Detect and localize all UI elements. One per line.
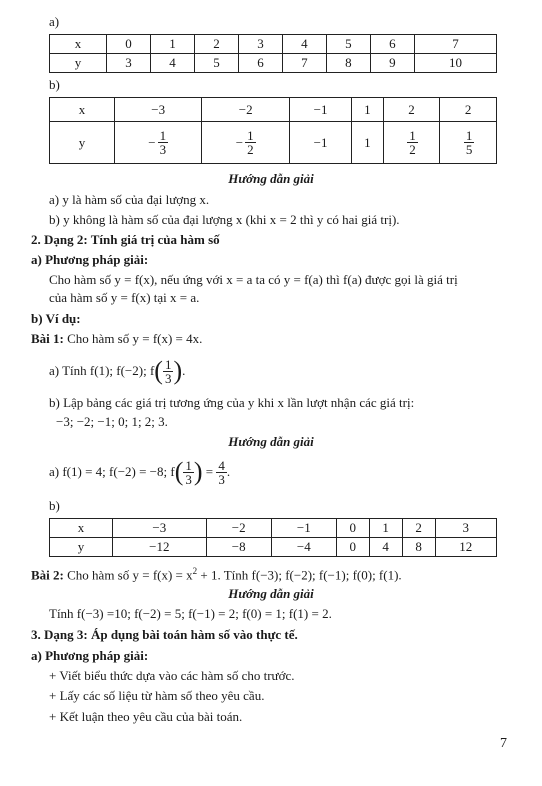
section-3-heading: 3. Dạng 3: Áp dụng bài toán hàm số vào thực tế.: [31, 627, 298, 642]
table-cell: −8: [206, 538, 271, 557]
fraction-four-thirds: [216, 459, 227, 486]
frac-num: 1: [465, 128, 473, 143]
bai-1-a-suffix: .: [182, 363, 186, 378]
table-cell: 2: [402, 519, 435, 538]
table-cell: 0: [107, 35, 151, 54]
answer-a: a) y là hàm số của đại lượng x.: [49, 192, 210, 207]
fraction-one-third: [183, 459, 194, 486]
table-cell: 10: [414, 54, 496, 73]
equals-sign: =: [202, 464, 217, 479]
frac-den: 2: [409, 142, 416, 157]
table-cell: 1: [150, 35, 194, 54]
table-cell: 8: [326, 54, 370, 73]
bai-2-text-pre: Cho hàm số y = f(x) = x: [63, 567, 193, 583]
table-cell: 7: [414, 35, 496, 54]
frac-num: 1: [247, 128, 254, 143]
table-cell: −2: [202, 98, 289, 122]
row-header: y: [50, 54, 107, 73]
bai-2-label: Bài 2:: [31, 567, 64, 583]
frac-den: 5: [465, 142, 473, 157]
frac-num: 1: [164, 356, 172, 372]
table-cell: 4: [282, 35, 326, 54]
table-cell: 4: [369, 538, 402, 557]
table-cell: 12: [435, 538, 496, 557]
table-a-x-row: [50, 35, 497, 54]
row-header: y: [50, 122, 115, 164]
step-3: + Kết luận theo yêu cầu của bài toán.: [49, 709, 243, 724]
table-cell: 2: [383, 98, 440, 122]
table-cell: 9: [370, 54, 414, 73]
sign: −: [148, 134, 156, 150]
row-header: x: [50, 519, 113, 538]
method-line-1: Cho hàm số y = f(x), nếu ứng với x = a ta có y = f(a) thì f(a) được gọi là giá trị: [49, 272, 458, 287]
exponent: 2: [192, 566, 198, 576]
section-2-heading: 2. Dạng 2: Tính giá trị của hàm số: [31, 232, 220, 247]
paren-close: ): [173, 356, 183, 385]
table-cell: −2: [206, 519, 271, 538]
bai-1-label: Bài 1:: [31, 331, 64, 346]
page-number: 7: [500, 736, 507, 751]
table-cell: 8: [402, 538, 435, 557]
solution-a: [49, 452, 230, 492]
sol-a-suffix: .: [226, 464, 231, 479]
bai-1-part-b-line-1: b) Lập bảng các giá trị tương ứng của y khi x lần lượt nhận các giá trị:: [49, 395, 415, 410]
table-cell: 1: [369, 519, 402, 538]
section-3-method-heading: a) Phương pháp giải:: [31, 648, 149, 663]
sign: −: [235, 134, 244, 150]
solution-b-label: b): [49, 498, 60, 513]
table-cell: 2: [440, 98, 497, 122]
bai-1-statement: [31, 331, 202, 347]
bai-1-text: Cho hàm số y = f(x) = 4x.: [63, 331, 203, 346]
table-cell: 6: [370, 35, 414, 54]
table-cell: 3: [238, 35, 282, 54]
example-heading: b) Ví dụ:: [31, 311, 81, 326]
frac-num: 1: [185, 457, 192, 473]
frac-num: 1: [159, 128, 167, 143]
frac-den: 3: [164, 370, 172, 386]
table-cell: [202, 122, 289, 164]
table-cell: 3: [435, 519, 496, 538]
table-c-y-row: [50, 538, 497, 557]
bai-1-a-prefix: a) Tính f(1); f(−2); f: [49, 363, 155, 378]
table-cell: 0: [336, 519, 369, 538]
guide-title-2: Hướng dẫn giải: [228, 434, 314, 449]
fraction: [158, 129, 169, 156]
table-cell: 5: [326, 35, 370, 54]
section-2-method-heading: a) Phương pháp giải:: [31, 252, 149, 267]
frac-num: 4: [218, 457, 225, 473]
bai-1-part-b-line-2: −3; −2; −1; 0; 1; 2; 3.: [56, 414, 168, 429]
table-cell: [383, 122, 440, 164]
frac-den: 3: [185, 471, 192, 487]
table-cell: −1: [289, 122, 351, 164]
fraction: [464, 129, 475, 156]
paren-open: (: [154, 356, 163, 385]
table-a-y-row: [50, 54, 497, 73]
frac-den: 3: [218, 471, 225, 487]
table-cell: [440, 122, 497, 164]
value-table-c: [49, 518, 497, 557]
fraction: [245, 129, 256, 156]
table-cell: [115, 122, 202, 164]
bai-2-solution: Tính f(−3) =10; f(−2) = 5; f(−1) = 2; f(0) = 1; f(1) = 2.: [49, 606, 332, 621]
frac-num: 1: [409, 128, 416, 143]
table-cell: 1: [352, 98, 383, 122]
bai-2-text-post: + 1. Tính f(−3); f(−2); f(−1); f(0); f(1).: [197, 567, 402, 583]
answer-b: b) y không là hàm số của đại lượng x (khi x = 2 thì y có hai giá trị).: [49, 212, 400, 227]
step-2: + Lấy các số liệu từ hàm số theo yêu cầu.: [49, 688, 265, 703]
table-b-x-row: [50, 98, 497, 122]
method-line-2: của hàm số y = f(x) tại x = a.: [49, 290, 200, 305]
table-cell: 6: [238, 54, 282, 73]
bai-2-statement: [31, 566, 402, 583]
table-cell: −1: [271, 519, 336, 538]
value-table-b: [49, 97, 497, 164]
row-header: x: [50, 35, 107, 54]
bai-1-part-a: [49, 352, 185, 390]
label-a: a): [49, 14, 60, 29]
table-cell: −1: [289, 98, 351, 122]
table-cell: 3: [107, 54, 151, 73]
table-cell: 0: [336, 538, 369, 557]
paren-close: ): [193, 457, 203, 486]
table-cell: 4: [150, 54, 194, 73]
guide-title-1: Hướng dẫn giải: [228, 171, 314, 186]
guide-title-3: Hướng dẫn giải: [228, 586, 314, 601]
table-cell: 1: [352, 122, 383, 164]
table-cell: −3: [113, 519, 207, 538]
table-cell: 2: [194, 35, 238, 54]
frac-den: 3: [159, 142, 167, 157]
paren-open: (: [174, 457, 184, 486]
value-table-a: [49, 34, 497, 73]
sol-a-prefix: a) f(1) = 4; f(−2) = −8; f: [49, 464, 175, 479]
table-cell: −12: [113, 538, 207, 557]
table-b-y-row: [50, 122, 497, 164]
table-cell: −3: [115, 98, 202, 122]
fraction: [407, 129, 418, 156]
table-c-x-row: [50, 519, 497, 538]
frac-den: 2: [247, 142, 254, 157]
step-1: + Viết biểu thức dựa vào các hàm số cho trước.: [49, 668, 295, 683]
row-header: y: [50, 538, 113, 557]
table-cell: 5: [194, 54, 238, 73]
table-cell: 7: [282, 54, 326, 73]
label-b: b): [49, 77, 60, 92]
fraction-one-third: [163, 358, 174, 385]
table-cell: −4: [271, 538, 336, 557]
row-header: x: [50, 98, 115, 122]
